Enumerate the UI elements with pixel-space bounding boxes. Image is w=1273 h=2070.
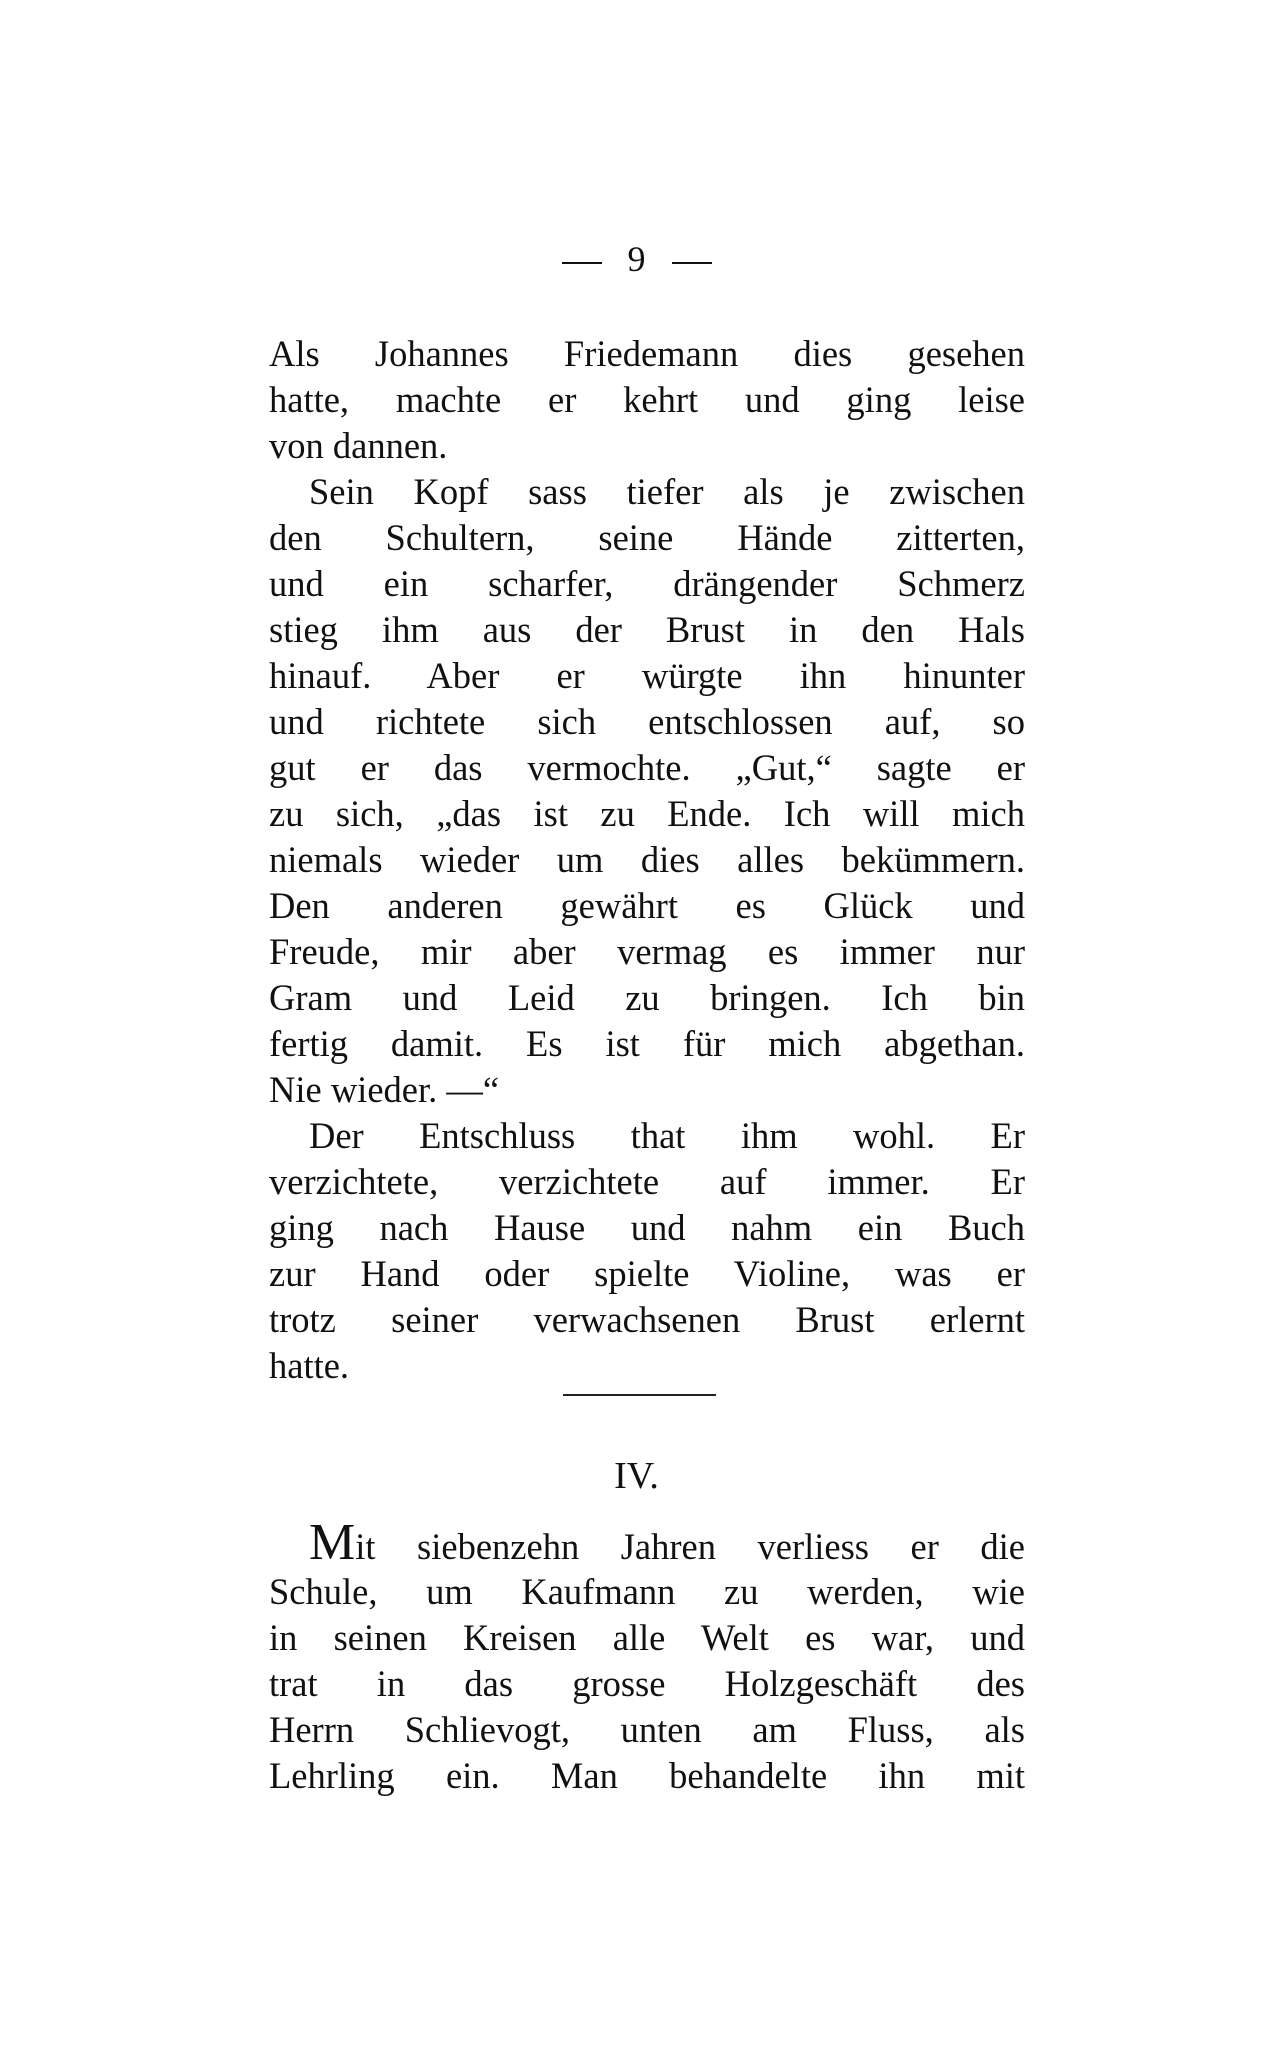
text-line: gut er das vermochte. „Gut,“ sagte er xyxy=(269,747,1025,788)
page-number-text: 9 xyxy=(627,239,646,279)
text-line xyxy=(269,1514,1025,1571)
text-line: fertig damit. Es ist für mich abgethan. xyxy=(269,1023,1025,1064)
text-line: Lehrling ein. Man behandelte ihn mit xyxy=(269,1755,1025,1796)
text-line: ging nach Hause und nahm ein Buch xyxy=(269,1207,1025,1248)
text-line: trotz seiner verwachsenen Brust erlernt xyxy=(269,1299,1025,1340)
text-line: Der Entschluss that ihm wohl. Er xyxy=(309,1115,1025,1156)
text-line: und richtete sich entschlossen auf, so xyxy=(269,701,1025,742)
text-line: verzichtete, verzichtete auf immer. Er xyxy=(269,1161,1025,1202)
text-line: Gram und Leid zu bringen. Ich bin xyxy=(269,977,1025,1018)
text-line-rest: it siebenzehn Jahren verliess er die xyxy=(355,1526,1025,1567)
text-line: zu sich, „das ist zu Ende. Ich will mich xyxy=(269,793,1025,834)
paragraph xyxy=(269,1113,1025,1389)
text-line: Als Johannes Friedemann dies gesehen xyxy=(269,333,1025,374)
text-line: von dannen. xyxy=(269,425,448,466)
text-line: den Schultern, seine Hände zitterten, xyxy=(269,517,1025,558)
drop-cap: M xyxy=(309,1514,356,1571)
page-number-dash-left xyxy=(562,262,602,264)
paragraph xyxy=(269,469,1025,1113)
text-line: Freude, mir aber vermag es immer nur xyxy=(269,931,1025,972)
text-line: hatte. xyxy=(269,1345,350,1386)
text-line: Nie wieder. —“ xyxy=(269,1069,500,1110)
text-line: und ein scharfer, drängender Schmerz xyxy=(269,563,1025,604)
text-line: hinauf. Aber er würgte ihn hinunter xyxy=(269,655,1025,696)
text-line: Herrn Schlievogt, unten am Fluss, als xyxy=(269,1709,1025,1750)
text-line: Schule, um Kaufmann zu werden, wie xyxy=(269,1571,1025,1612)
paragraph xyxy=(269,331,1025,469)
text-line: trat in das grosse Holzgeschäft des xyxy=(269,1663,1025,1704)
section-divider-rule xyxy=(563,1394,716,1396)
text-line: hatte, machte er kehrt und ging leise xyxy=(269,379,1025,420)
text-line: niemals wieder um dies alles bekümmern. xyxy=(269,839,1025,880)
text-line: Den anderen gewährt es Glück und xyxy=(269,885,1025,926)
text-line: in seinen Kreisen alle Welt es war, und xyxy=(269,1617,1025,1658)
page-number xyxy=(0,236,1273,282)
section-3-text xyxy=(269,331,1025,1389)
text-line: Sein Kopf sass tiefer als je zwischen xyxy=(309,471,1025,512)
section-4-text xyxy=(269,1514,1025,1799)
text-line: zur Hand oder spielte Violine, was er xyxy=(269,1253,1025,1294)
page-number-dash-right xyxy=(672,262,712,264)
paragraph xyxy=(269,1514,1025,1799)
text-line: stieg ihm aus der Brust in den Hals xyxy=(269,609,1025,650)
chapter-heading: IV. xyxy=(614,1455,659,1497)
